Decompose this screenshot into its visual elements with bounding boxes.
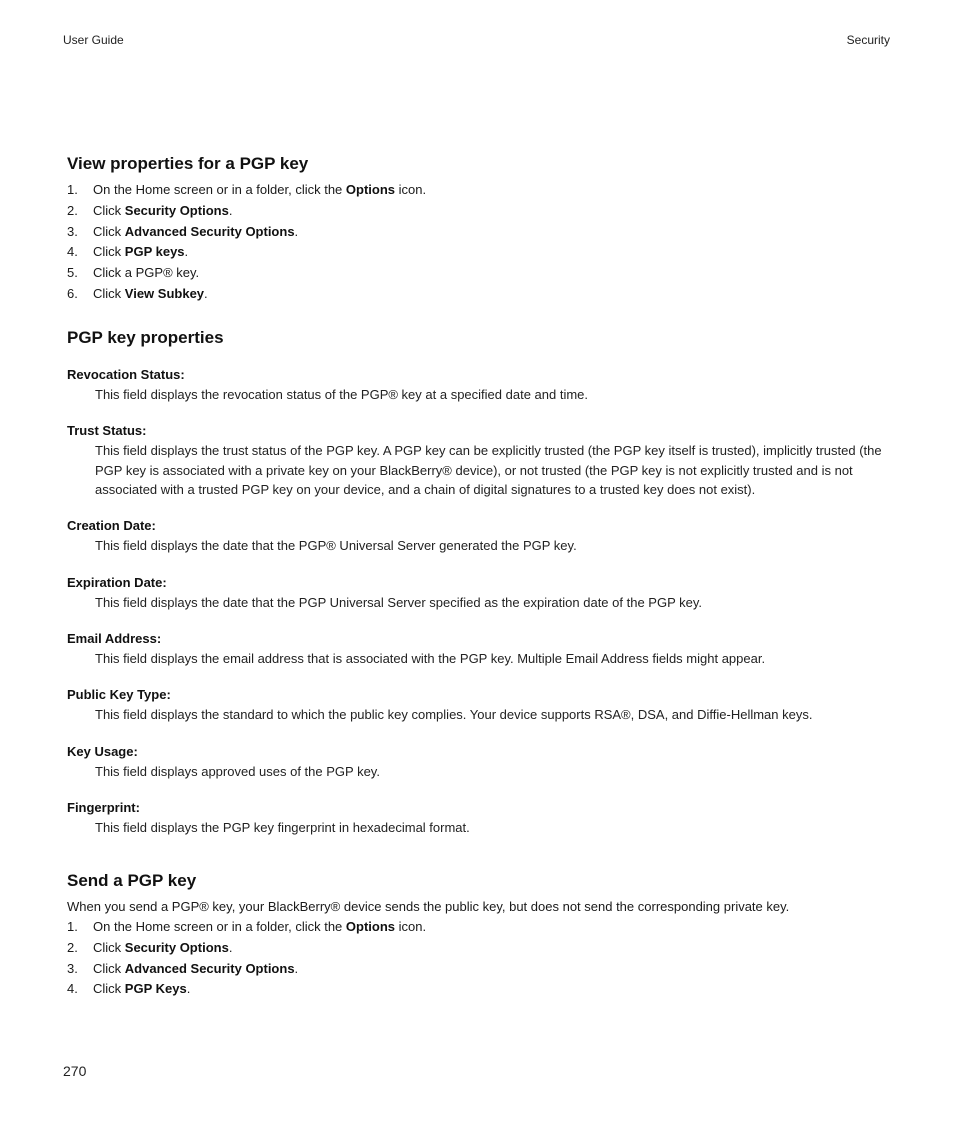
property-term: Public Key Type: [67, 687, 171, 702]
page-number: 270 [63, 1063, 87, 1079]
step-item: 5. Click a PGP® key. [67, 265, 200, 281]
property-description: This field displays the revocation status of the PGP® key at a specified date and time. [95, 387, 589, 402]
property-term: Revocation Status: [67, 367, 185, 382]
property-trust-status [67, 421, 895, 500]
property-term: Email Address: [67, 631, 162, 646]
step-item: 3. Click Advanced Security Options. [67, 960, 299, 976]
section-title-view-properties: View properties for a PGP key [67, 154, 309, 173]
property-term: Expiration Date: [67, 575, 167, 590]
property-term: Fingerprint: [67, 800, 140, 815]
running-header-left: User Guide [63, 33, 124, 47]
step-item: 3. Click Advanced Security Options. [67, 223, 299, 239]
step-item: 1. On the Home screen or in a folder, click the Options icon. [67, 182, 427, 197]
property-description: This field displays the PGP key fingerprint in hexadecimal format. [95, 820, 470, 835]
running-header-right: Security [846, 33, 890, 47]
property-description: This field displays the email address that is associated with the PGP key. Multiple Email Address fields might appear. [95, 651, 766, 666]
property-email-address [67, 629, 895, 669]
property-term: Key Usage: [67, 744, 138, 759]
property-description: This field displays the standard to which the public key complies. Your device supports RSA®, DSA, and Diffie-Hellman keys. [95, 707, 813, 722]
property-description: This field displays the date that the PGP Universal Server specified as the expiration date of the PGP key. [95, 595, 702, 610]
property-fingerprint [67, 798, 895, 838]
step-item: 4. Click PGP keys. [67, 244, 189, 260]
property-revocation-status [67, 365, 895, 405]
section-intro: When you send a PGP® key, your BlackBerry® device sends the public key, but does not send the corresponding private key. [67, 899, 790, 914]
step-item: 2. Click Security Options. [67, 939, 233, 955]
section-title-key-properties: PGP key properties [67, 328, 224, 347]
property-description: This field displays the trust status of the PGP key. A PGP key can be explicitly trusted (the PGP key itself is trusted), implicitly trusted (the PGP key is associated with a private key on your BlackBerry® device), or not trusted (the PGP key is not explicitly trusted and is not associated with a trusted PGP key on your device, and a chain of digital signatures to a trusted key does not exist). [95, 443, 882, 497]
property-description: This field displays the date that the PGP® Universal Server generated the PGP key. [95, 538, 577, 553]
steps-send-key [67, 917, 426, 1000]
property-term: Creation Date: [67, 518, 156, 533]
property-description: This field displays approved uses of the PGP key. [95, 764, 380, 779]
property-key-usage [67, 742, 895, 782]
property-expiration-date [67, 573, 895, 613]
step-item: 4. Click PGP Keys. [67, 981, 191, 997]
property-term: Trust Status: [67, 423, 147, 438]
property-creation-date [67, 516, 895, 556]
section-title-send-key: Send a PGP key [67, 871, 197, 890]
steps-view-properties [67, 180, 426, 305]
step-item: 6. Click View Subkey. [67, 285, 208, 301]
step-item: 2. Click Security Options. [67, 202, 233, 218]
property-public-key-type [67, 685, 895, 725]
step-item: 1. On the Home screen or in a folder, click the Options icon. [67, 919, 427, 934]
